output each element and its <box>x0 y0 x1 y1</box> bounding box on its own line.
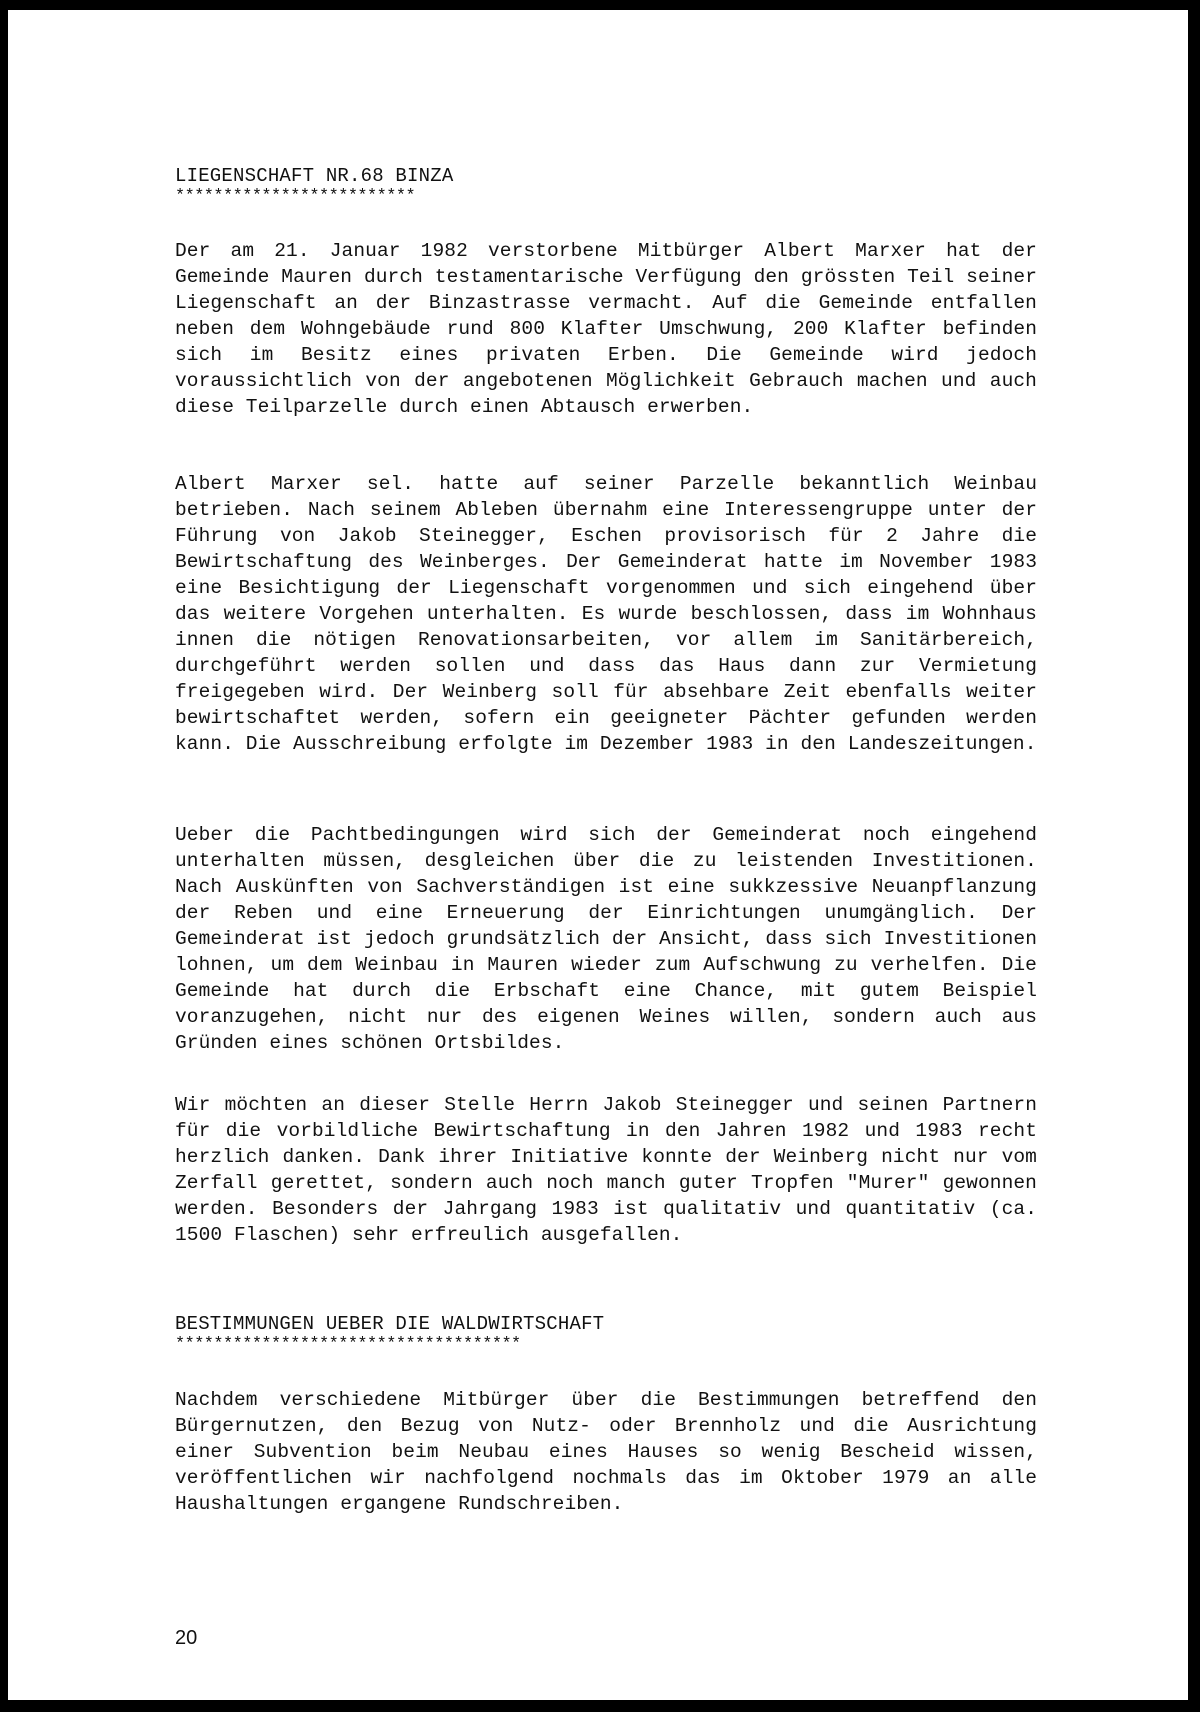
paragraph: Nachdem verschiedene Mitbürger über die Bestimmungen betreffend den Bürgernutzen, den Bezug von Nutz- oder Brennholz und die Ausrichtung einer Subvention beim Neubau eines Hauses so wenig Bescheid wissen, veröffentlichen wir nachfolgend nochmals das im Oktober 1979 an alle Haushaltungen ergangene Rundschreiben. <box>175 1389 1037 1515</box>
paragraph: Albert Marxer sel. hatte auf seiner Parzelle bekanntlich Weinbau betrieben. Nach seinem Ableben übernahm eine Interessengruppe unter der Führung von Jakob Steinegger, Eschen provisorisch für 2 Jahre die Bewirtschaftung des Weinberges. Der Gemeinderat hatte im November 1983 eine Besichtigung der Liegenschaft vorgenommen und sich eingehend über das weitere Vorgehen unterhalten. Es wurde beschlossen, dass im Wohnhaus innen die nötigen Renovationsarbeiten, vor allem im Sanitärbereich, durchgeführt werden sollen und dass das Haus dann zur Vermietung freigegeben wird. Der Weinberg soll für absehbare Zeit ebenfalls weiter bewirtschaftet werden, sofern ein geeigneter Pächter gefunden werden kann. Die Ausschreibung erfolgte im Dezember 1983 in den Landeszeitungen. <box>175 473 1037 755</box>
heading-underline-stars: ************************************ <box>175 1335 521 1354</box>
section-heading-liegenschaft: LIEGENSCHAFT NR.68 BINZA <box>175 165 454 187</box>
heading-underline-stars: ************************* <box>175 187 416 206</box>
paragraph: Ueber die Pachtbedingungen wird sich der Gemeinderat noch eingehend unterhalten müssen, desgleichen über die zu leistenden Investitionen. Nach Auskünften von Sachverständigen ist eine sukkzessive Neuanpflanzung der Reben und eine Erneuerung der Einrichtungen unumgänglich. Der Gemeinderat ist jedoch grundsätzlich der Ansicht, dass sich Investitionen lohnen, um dem Weinbau in Mauren wieder zum Aufschwung zu verhelfen. Die Gemeinde hat durch die Erbschaft eine Chance, mit gutem Beispiel voranzugehen, nicht nur des eigenen Weines willen, sondern auch aus Gründen eines schönen Ortsbildes. <box>175 824 1037 1054</box>
paragraph: Wir möchten an dieser Stelle Herrn Jakob Steinegger und seinen Partnern für die vorbildliche Bewirtschaftung in den Jahren 1982 und 1983 recht herzlich danken. Dank ihrer Initiative konnte der Weinberg nicht nur vom Zerfall gerettet, sondern auch noch manch guter Tropfen "Murer" gewonnen werden. Besonders der Jahrgang 1983 ist qualitativ und quantitativ (ca. 1500 Flaschen) sehr erfreulich ausgefallen. <box>175 1094 1037 1246</box>
page-number: 20 <box>175 1627 198 1649</box>
document-page <box>8 10 1188 1700</box>
section-heading-waldwirtschaft: BESTIMMUNGEN UEBER DIE WALDWIRTSCHAFT <box>175 1313 605 1335</box>
paragraph: Der am 21. Januar 1982 verstorbene Mitbürger Albert Marxer hat der Gemeinde Mauren durch testamentarische Verfügung den grössten Teil seiner Liegenschaft an der Binzastrasse vermacht. Auf die Gemeinde entfallen neben dem Wohngebäude rund 800 Klafter Umschwung, 200 Klafter befinden sich im Besitz eines privaten Erben. Die Gemeinde wird jedoch voraussichtlich von der angebotenen Möglichkeit Gebrauch machen und auch diese Teilparzelle durch einen Abtausch erwerben. <box>175 240 1037 418</box>
